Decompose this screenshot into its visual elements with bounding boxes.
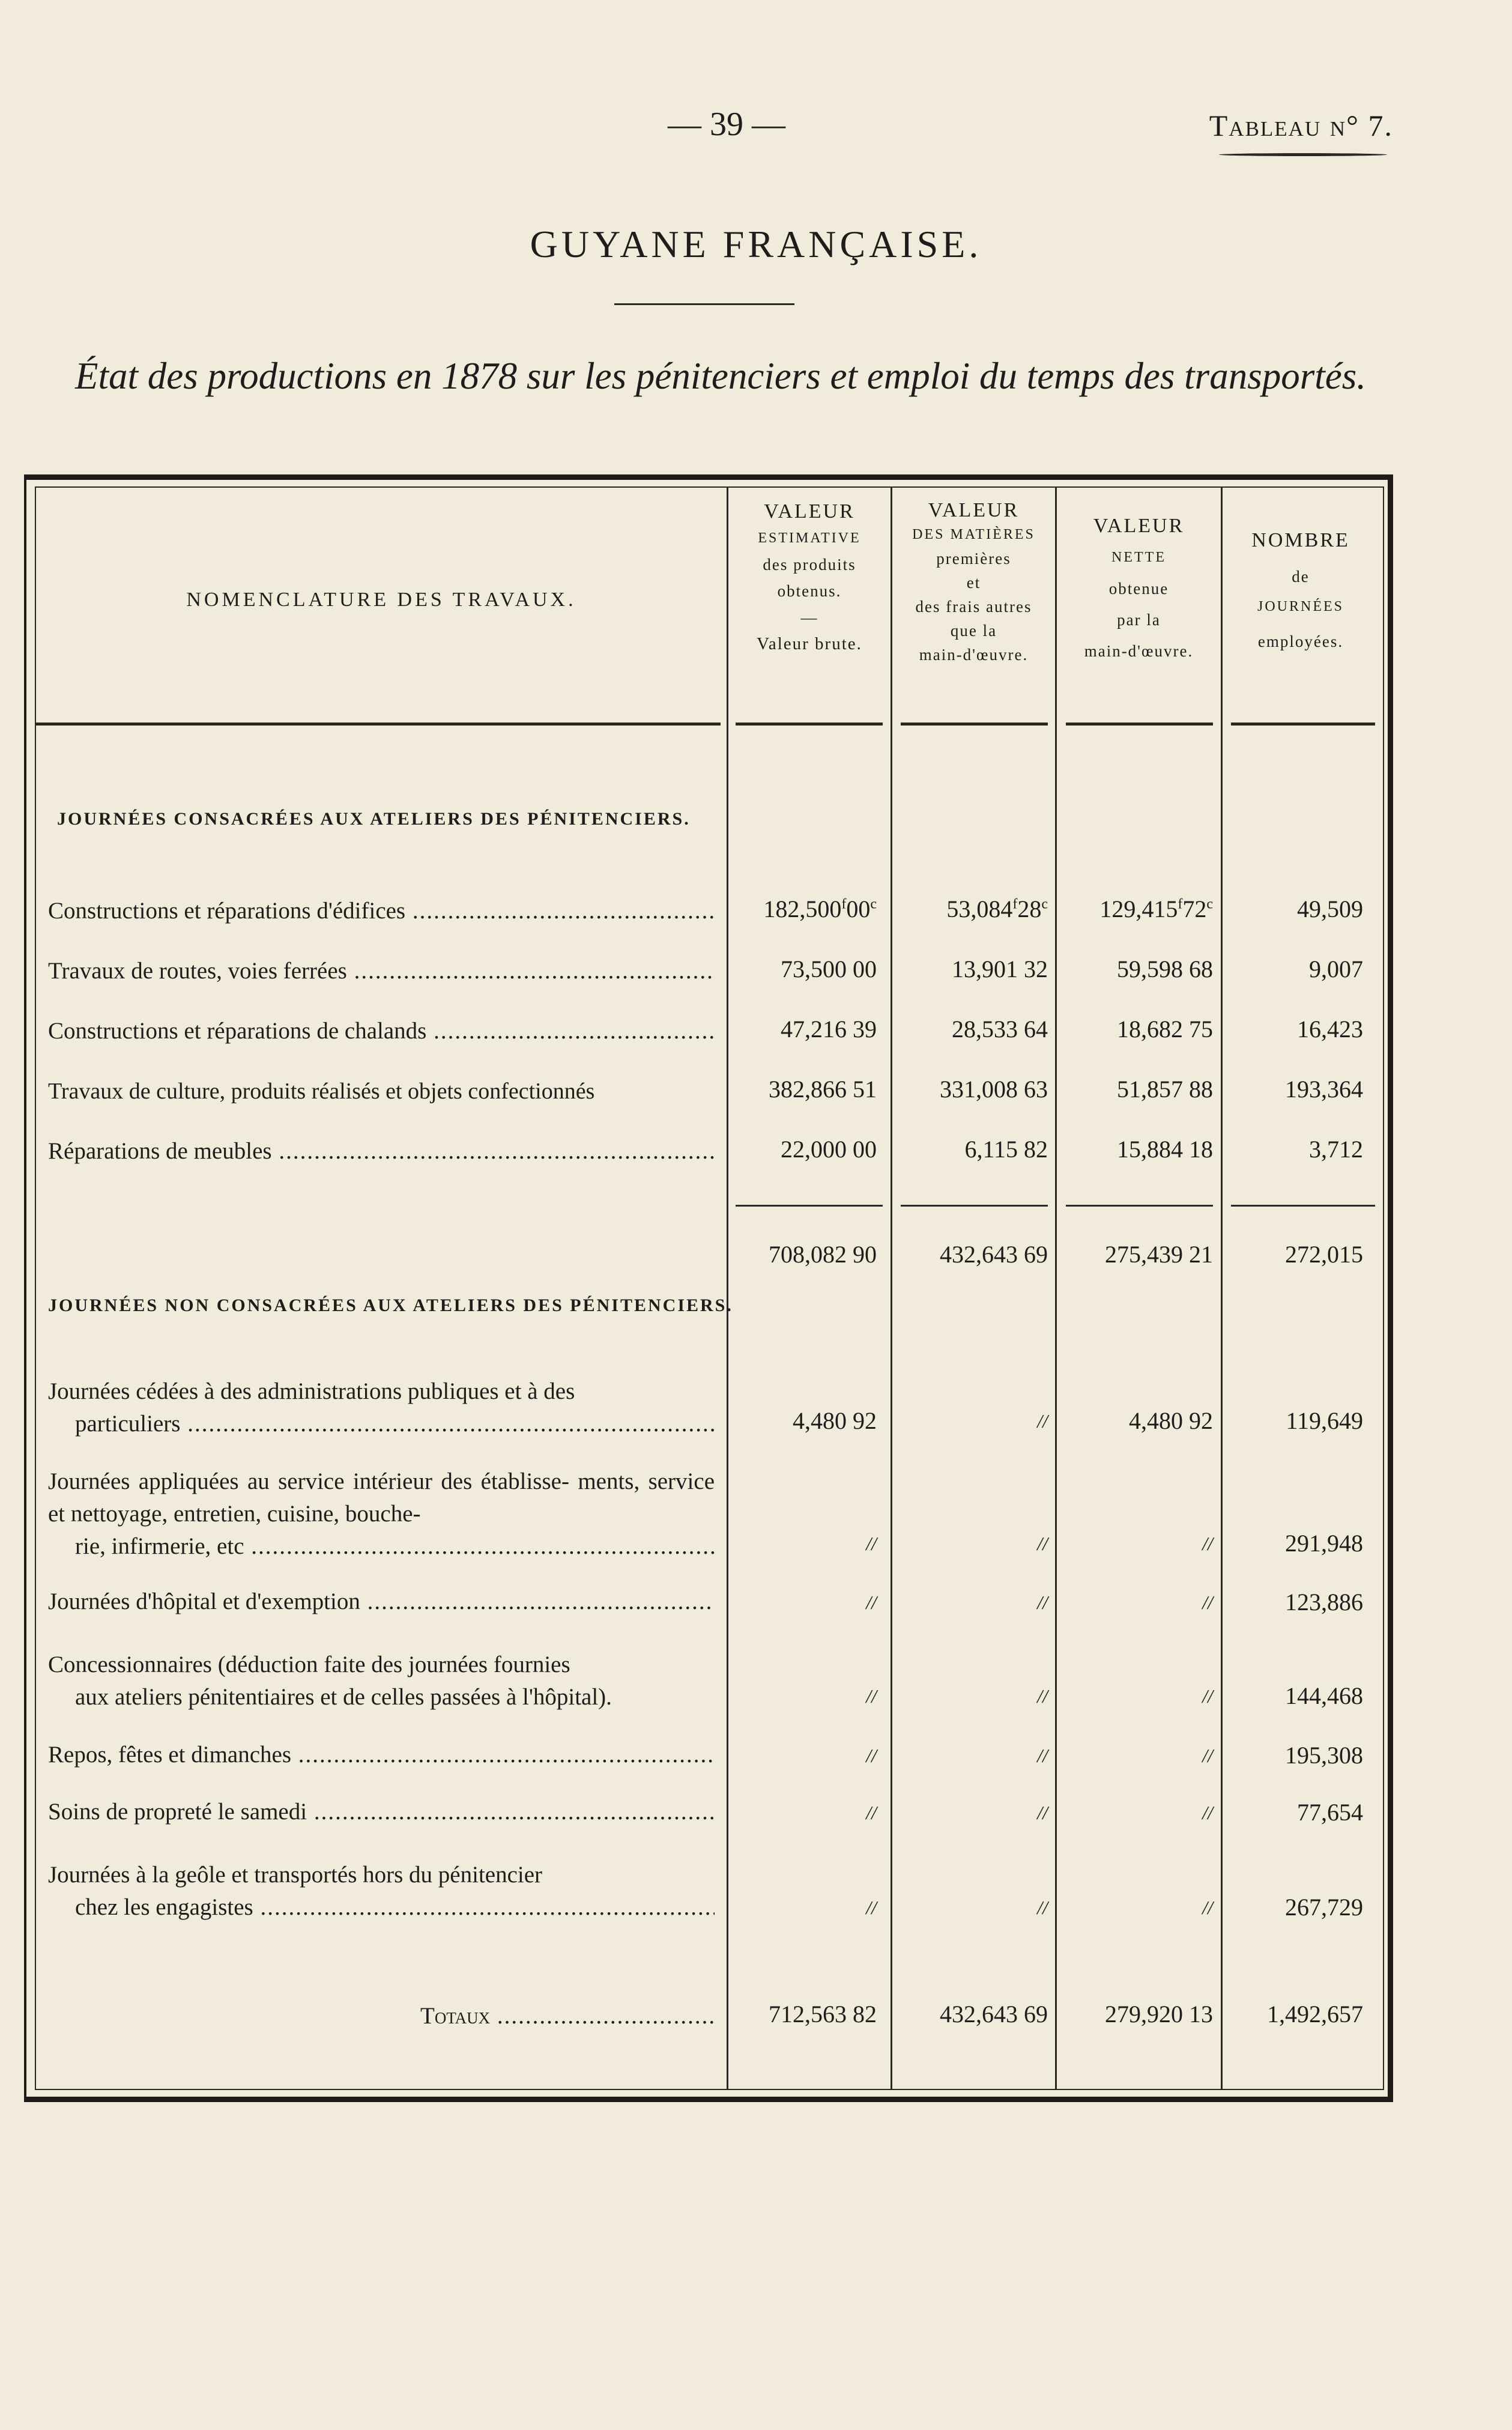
- cell-gross-value: //: [866, 1897, 877, 1918]
- subtotal-net-value: 275,439 21: [1105, 1241, 1213, 1268]
- cell-raw-materials: 13,901 32: [952, 956, 1048, 983]
- header-gross-value: [728, 498, 891, 657]
- cell-days: 9,007: [1309, 956, 1363, 983]
- cell-days: 291,948: [1285, 1530, 1363, 1557]
- cell-days: 49,509: [1297, 895, 1363, 923]
- row-label: Repos, fêtes et dimanches .....: [48, 1739, 715, 1771]
- total-net-value: 279,920 13: [1105, 2001, 1213, 2028]
- header-line: de: [1292, 568, 1310, 586]
- row-label: Soins de propreté le samedi .....: [48, 1796, 715, 1828]
- header-line: main-d'œuvre.: [1084, 642, 1194, 660]
- cell-raw-materials: 53,084$^f$28$^c$: [946, 895, 1048, 923]
- subtotal-rule: [736, 1205, 883, 1207]
- header-line: que la: [950, 622, 997, 640]
- cell-raw-materials: 331,008 63: [940, 1076, 1048, 1103]
- header-line: main-d'œuvre.: [919, 646, 1029, 664]
- cell-net-value: 51,857 88: [1117, 1076, 1213, 1103]
- subtotal-days: 272,015: [1285, 1241, 1363, 1268]
- header-line: ESTIMATIVE: [758, 530, 861, 546]
- title-divider: [614, 303, 794, 305]
- cell-raw-materials: 6,115 82: [964, 1136, 1048, 1163]
- subtotal-rule: [1231, 1205, 1375, 1207]
- cell-gross-value: //: [866, 1592, 877, 1613]
- header-line: obtenue: [1108, 580, 1169, 598]
- row-label: Concessionnaires (déduction faite des journées fournies aux ateliers pénitentiaires et de celles passées à l'hôpital).: [48, 1652, 612, 1710]
- header-rule: [736, 723, 883, 726]
- subtotal-gross-value: 708,082 90: [769, 1241, 877, 1268]
- cell-net-value: 15,884 18: [1117, 1136, 1213, 1163]
- cell-net-value: 18,682 75: [1117, 1016, 1213, 1043]
- section-heading-workshops: JOURNÉES CONSACRÉES AUX ATELIERS DES PÉNITENCIERS.: [57, 809, 691, 829]
- cell-net-value: 129,415$^f$72$^c$: [1099, 895, 1213, 923]
- header-line: et: [966, 574, 981, 592]
- header-line: Valeur brute.: [757, 634, 862, 653]
- cell-gross-value: 47,216 39: [781, 1016, 877, 1043]
- row-label: Constructions et réparations de chalands .....: [48, 1015, 715, 1047]
- header-line: des produits: [763, 556, 856, 574]
- cell-days: 16,423: [1297, 1016, 1363, 1043]
- cell-net-value: //: [1202, 1592, 1213, 1613]
- row-label: Constructions et réparations d'édifices .....: [48, 895, 715, 927]
- header-line: obtenus.: [777, 582, 842, 600]
- column-divider: [727, 486, 728, 2090]
- subtotal-rule: [901, 1205, 1048, 1207]
- row-label: Journées d'hôpital et d'exemption .....: [48, 1586, 715, 1618]
- cell-days: 77,654: [1297, 1799, 1363, 1826]
- header-rule: [1066, 723, 1213, 726]
- header-line: premières: [936, 550, 1011, 568]
- row-label: Travaux de routes, voies ferrées .....: [48, 955, 715, 987]
- header-line: VALEUR: [764, 500, 855, 523]
- cell-days: 144,468: [1285, 1682, 1363, 1709]
- cell-gross-value: 382,866 51: [769, 1076, 877, 1103]
- column-divider: [1221, 486, 1223, 2090]
- header-nomenclature: NOMENCLATURE DES TRAVAUX.: [186, 589, 576, 611]
- cell-gross-value: 182,500$^f$00$^c$: [763, 895, 877, 923]
- section-heading-other: JOURNÉES NON CONSACRÉES AUX ATELIERS DES PÉNITENCIERS.: [48, 1295, 733, 1315]
- header-line: JOURNÉES: [1257, 599, 1344, 614]
- cell-days: 123,886: [1285, 1589, 1363, 1616]
- page-number: — 39 —: [668, 106, 785, 143]
- header-line: employées.: [1257, 632, 1344, 650]
- cell-raw-materials: //: [1037, 1802, 1048, 1823]
- cell-raw-materials: //: [1037, 1533, 1048, 1554]
- cell-raw-materials: //: [1037, 1592, 1048, 1613]
- header-line: VALEUR: [928, 499, 1020, 521]
- row-label: Travaux de culture, produits réalisés et objets confectionnés: [48, 1079, 595, 1104]
- tableau-underline: [1219, 153, 1387, 156]
- cell-days: 267,729: [1285, 1894, 1363, 1921]
- page-title: GUYANE FRANÇAISE.: [530, 223, 982, 265]
- totals-label: Totaux .....: [420, 2000, 715, 2032]
- header-line: par la: [1117, 611, 1161, 629]
- total-days: 1,492,657: [1267, 2001, 1363, 2028]
- header-line: des frais autres: [915, 598, 1032, 616]
- header-line: DES MATIÈRES: [912, 527, 1035, 542]
- column-divider: [1055, 486, 1057, 2090]
- table-inner-border: [35, 486, 1384, 2090]
- header-rule: [901, 723, 1048, 726]
- cell-days: 3,712: [1309, 1136, 1363, 1163]
- tableau-reference: Tableau n° 7.: [1209, 109, 1393, 142]
- subtotal-rule: [1066, 1205, 1213, 1207]
- cell-days: 193,364: [1285, 1076, 1363, 1103]
- row-label: Journées cédées à des administrations publiques et à des particuliers .....: [48, 1375, 715, 1440]
- cell-net-value: //: [1202, 1897, 1213, 1918]
- cell-net-value: 59,598 68: [1117, 956, 1213, 983]
- header-line: VALEUR: [1093, 515, 1185, 537]
- header-net-value: [1057, 511, 1221, 667]
- cell-days: 195,308: [1285, 1742, 1363, 1769]
- header-rule: [36, 723, 721, 726]
- cell-raw-materials: //: [1037, 1685, 1048, 1707]
- cell-net-value: //: [1202, 1533, 1213, 1554]
- header-line: —: [800, 608, 818, 626]
- cell-gross-value: 4,480 92: [793, 1407, 877, 1434]
- cell-gross-value: //: [866, 1533, 877, 1554]
- header-rule: [1231, 723, 1375, 726]
- cell-net-value: //: [1202, 1745, 1213, 1766]
- cell-net-value: //: [1202, 1802, 1213, 1823]
- cell-gross-value: //: [866, 1685, 877, 1707]
- header-line: NETTE: [1111, 550, 1166, 565]
- row-label: Journées à la geôle et transportés hors du pénitencier chez les engagistes .....: [48, 1859, 715, 1924]
- row-label: Réparations de meubles .....: [48, 1135, 715, 1168]
- cell-raw-materials: 28,533 64: [952, 1016, 1048, 1043]
- cell-raw-materials: //: [1037, 1410, 1048, 1432]
- cell-gross-value: 73,500 00: [781, 956, 877, 983]
- total-raw-materials: 432,643 69: [940, 2001, 1048, 2028]
- cell-raw-materials: //: [1037, 1897, 1048, 1918]
- header-raw-materials: [892, 498, 1055, 667]
- cell-net-value: //: [1202, 1685, 1213, 1707]
- cell-gross-value: //: [866, 1745, 877, 1766]
- cell-gross-value: 22,000 00: [781, 1136, 877, 1163]
- column-divider: [891, 486, 892, 2090]
- header-line: NOMBRE: [1251, 529, 1350, 551]
- cell-days: 119,649: [1286, 1407, 1363, 1434]
- total-gross-value: 712,563 82: [769, 2001, 877, 2028]
- cell-gross-value: //: [866, 1802, 877, 1823]
- cell-raw-materials: //: [1037, 1745, 1048, 1766]
- cell-net-value: 4,480 92: [1129, 1407, 1213, 1434]
- header-days-count: [1223, 517, 1379, 658]
- page-subtitle: État des productions en 1878 sur les pénitenciers et emploi du temps des transportés.: [75, 355, 1366, 397]
- subtotal-raw-materials: 432,643 69: [940, 1241, 1048, 1268]
- row-label: Journées appliquées au service intérieur des établisse- ments, service et nettoyage, entretien, cuisine, bouche- rie, infirmerie, etc .....: [48, 1465, 715, 1563]
